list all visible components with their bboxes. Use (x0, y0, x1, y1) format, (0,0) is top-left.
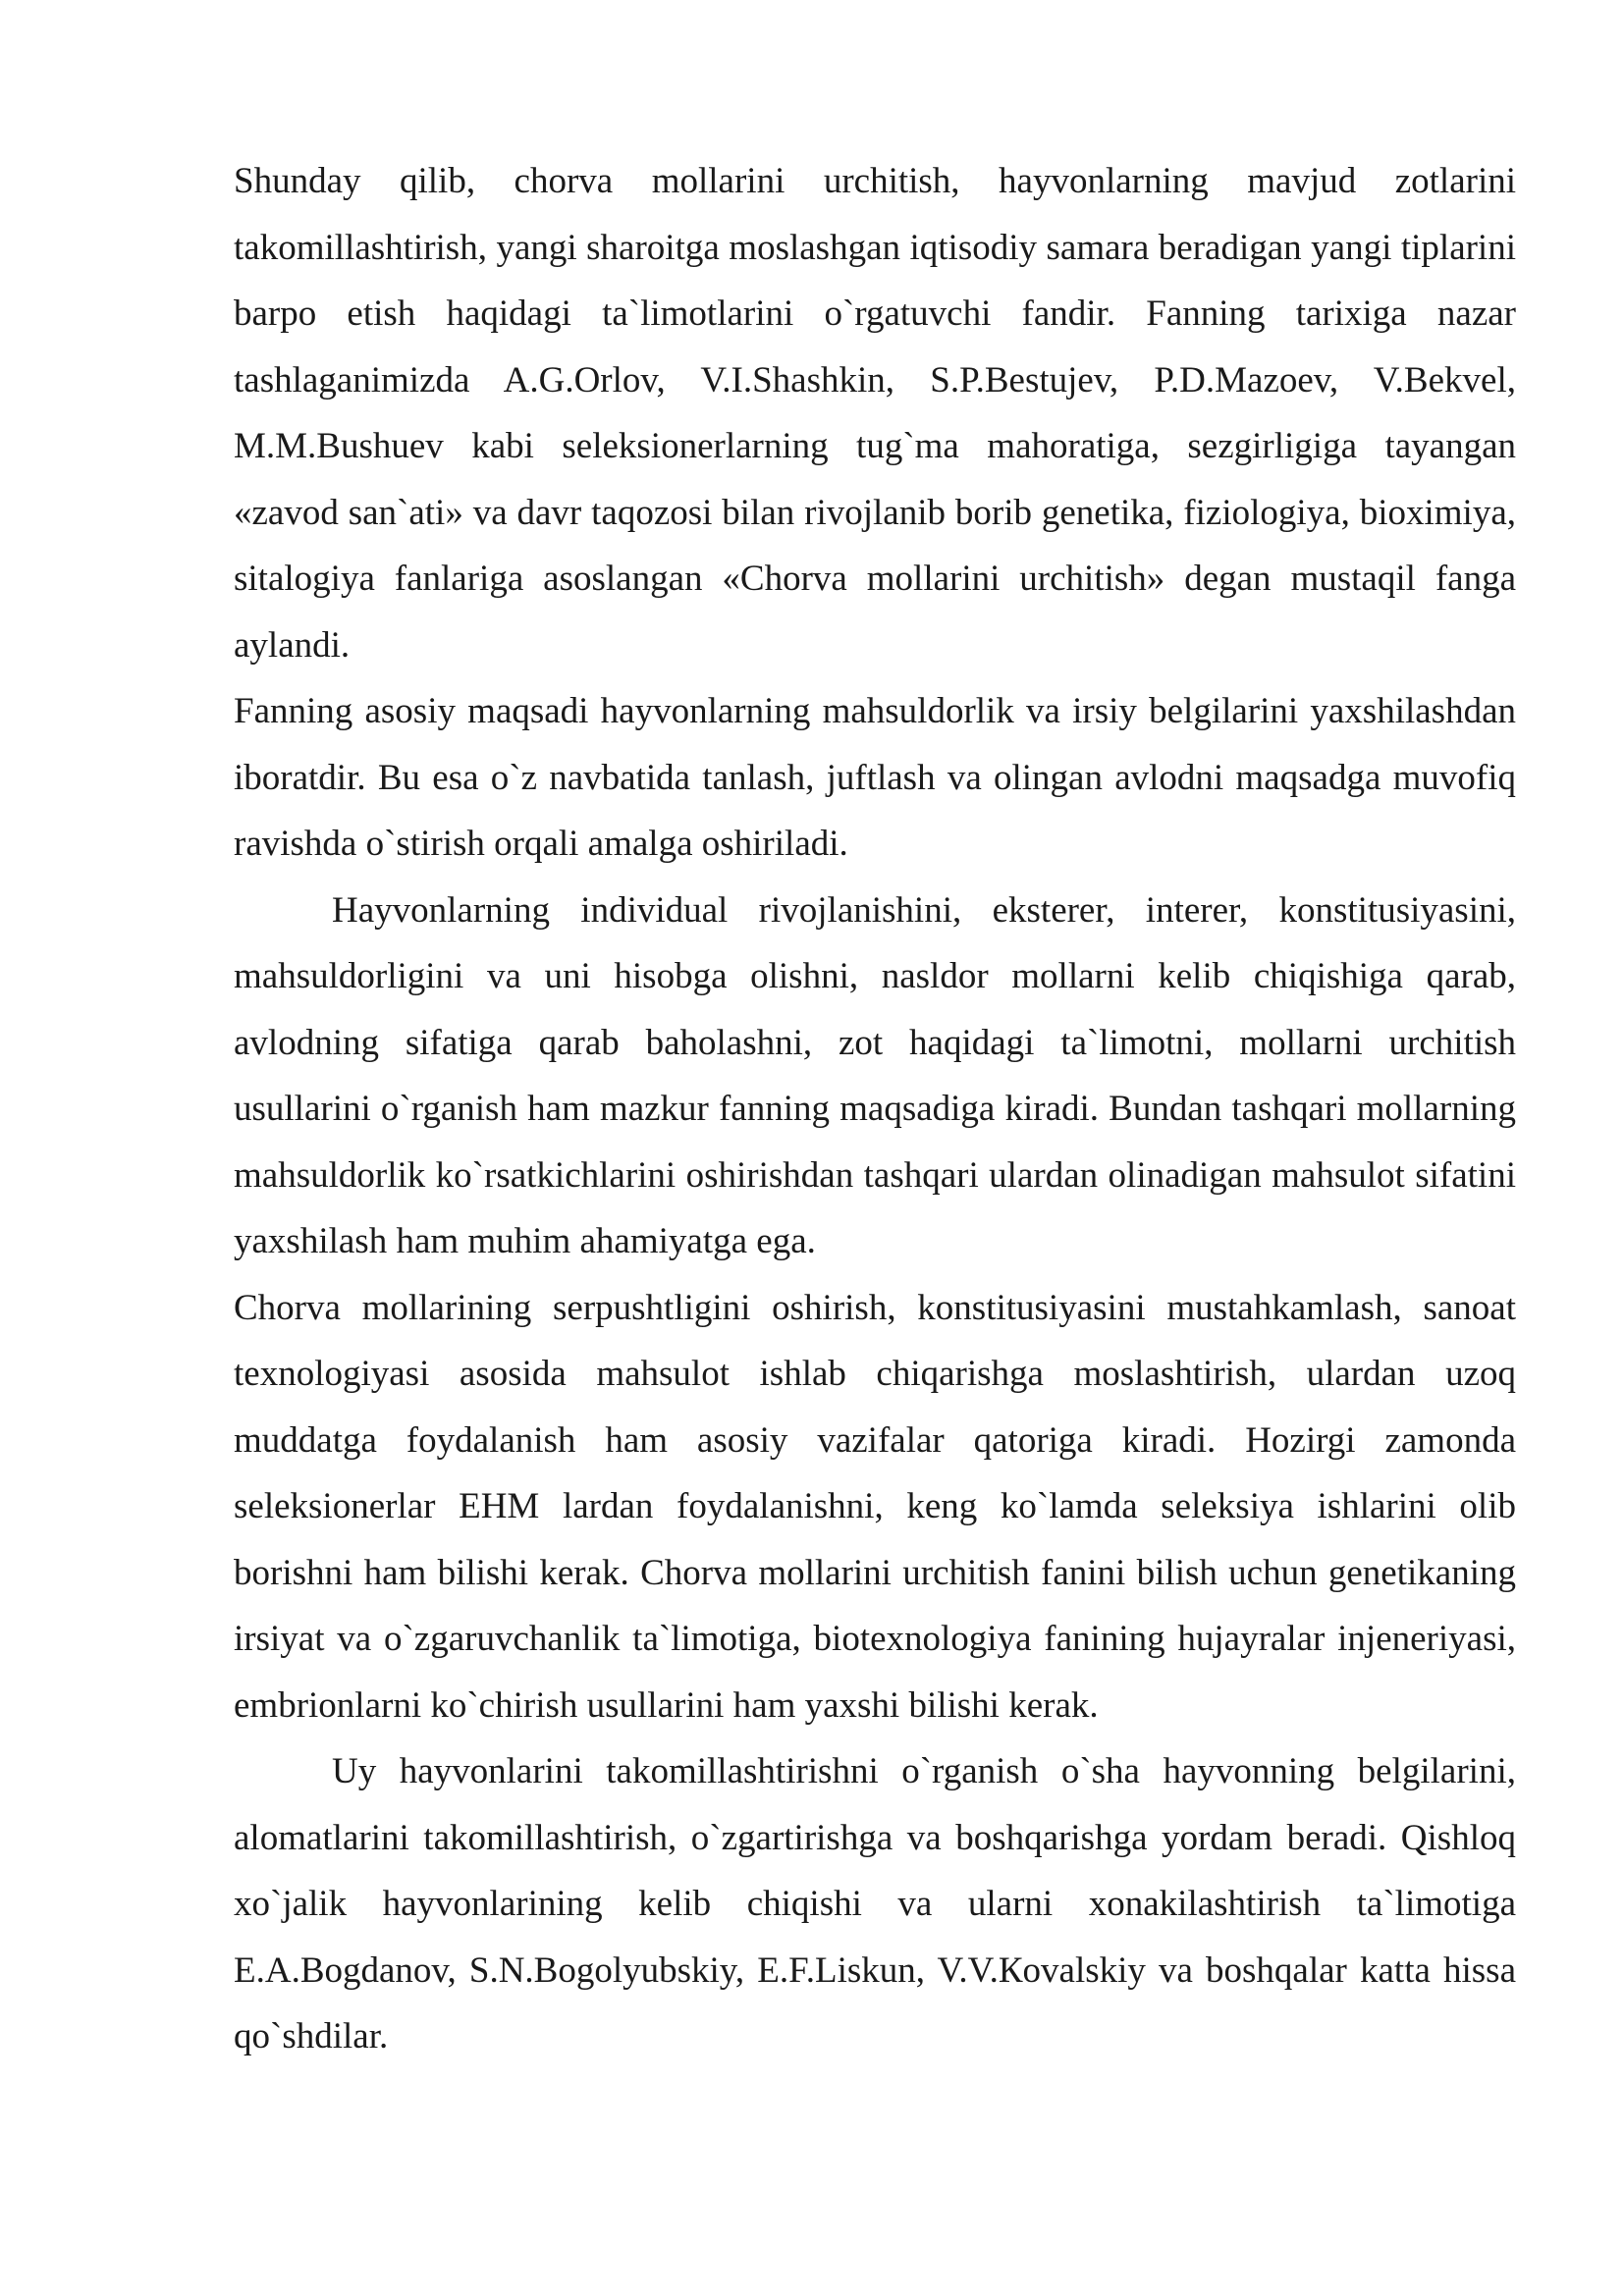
paragraph-4: Chorva mollarining serpushtligini oshirish, konstitusiyasini mustahkamlash, sanoat texnologiyasi asosida mahsulot ishlab chiqarishga moslashtirish, ulardan uzoq muddatga foydalanish ham asosiy vazifalar qatoriga kiradi. Hozirgi zamonda seleksionerlar EHM lardan foydalanishni, keng ko`lamda seleksiya ishlarini olib borishni ham bilishi kerak. Chorva mollarini urchitish fanini bilish uchun genetikaning irsiyat va o`zgaruvchanlik ta`limotiga, biotexnologiya fanining hujayralar injeneriyasi, embrionlarni ko`chirish usullarini ham yaxshi bilishi kerak. (234, 1287, 1516, 1726)
body-text (234, 148, 1516, 2070)
paragraph-2: Fanning asosiy maqsadi hayvonlarning mahsuldorlik va irsiy belgilarini yaxshilashdan iboratdir. Bu esa o`z navbatida tanlash, juftlash va olingan avlodni maqsadga muvofiq ravishda o`stirish orqali amalga oshiriladi. (234, 691, 1516, 864)
paragraph-1: Shunday qilib, chorva mollarini urchitish, hayvonlarning mavjud zotlarini takomillashtirish, yangi sharoitga moslashgan iqtisodiy samara beradigan yangi tiplarini barpo etish haqidagi ta`limotlarini o`rgatuvchi fandir. Fanning tarixiga nazar tashlaganimizda A.G.Orlov, V.I.Shashkin, S.P.Bestujev, P.D.Mazoev, V.Bekvel, M.M.Bushuev kabi seleksionerlarning tug`ma mahoratiga, sezgirligiga tayangan «zavod san`ati» va davr taqozosi bilan rivojlanib borib genetika, fiziologiya, bioximiya, sitalogiya fanlariga asoslangan «Chorva mollarini urchitish» degan mustaqil fanga aylandi. (234, 161, 1516, 666)
paragraph-5: Uy hayvonlarini takomillashtirishni o`rganish o`sha hayvonning belgilarini, alomatlarini takomillashtirish, o`zgartirishga va boshqarishga yordam beradi. Qishloq xo`jalik hayvonlarining kelib chiqishi va ularni xonakilashtirish ta`limotiga E.A.Bogdanov, S.N.Bogolyubskiy, E.F.Liskun, V.V.Кovalskiy va boshqalar katta hissa qo`shdilar. (234, 1751, 1516, 2056)
paragraph-3: Hayvonlarning individual rivojlanishini, eksterer, interer, konstitusiyasini, mahsuldorligini va uni hisobga olishni, nasldor mollarni kelib chiqishiga qarab, avlodning sifatiga qarab baholashni, zot haqidagi ta`limotni, mollarni urchitish usullarini o`rganish ham mazkur fanning maqsadiga kiradi. Bundan tashqari mollarning mahsuldorlik ko`rsatkichlarini oshirishdan tashqari ulardan olinadigan mahsulot sifatini yaxshilash ham muhim ahamiyatga ega. (234, 889, 1516, 1261)
